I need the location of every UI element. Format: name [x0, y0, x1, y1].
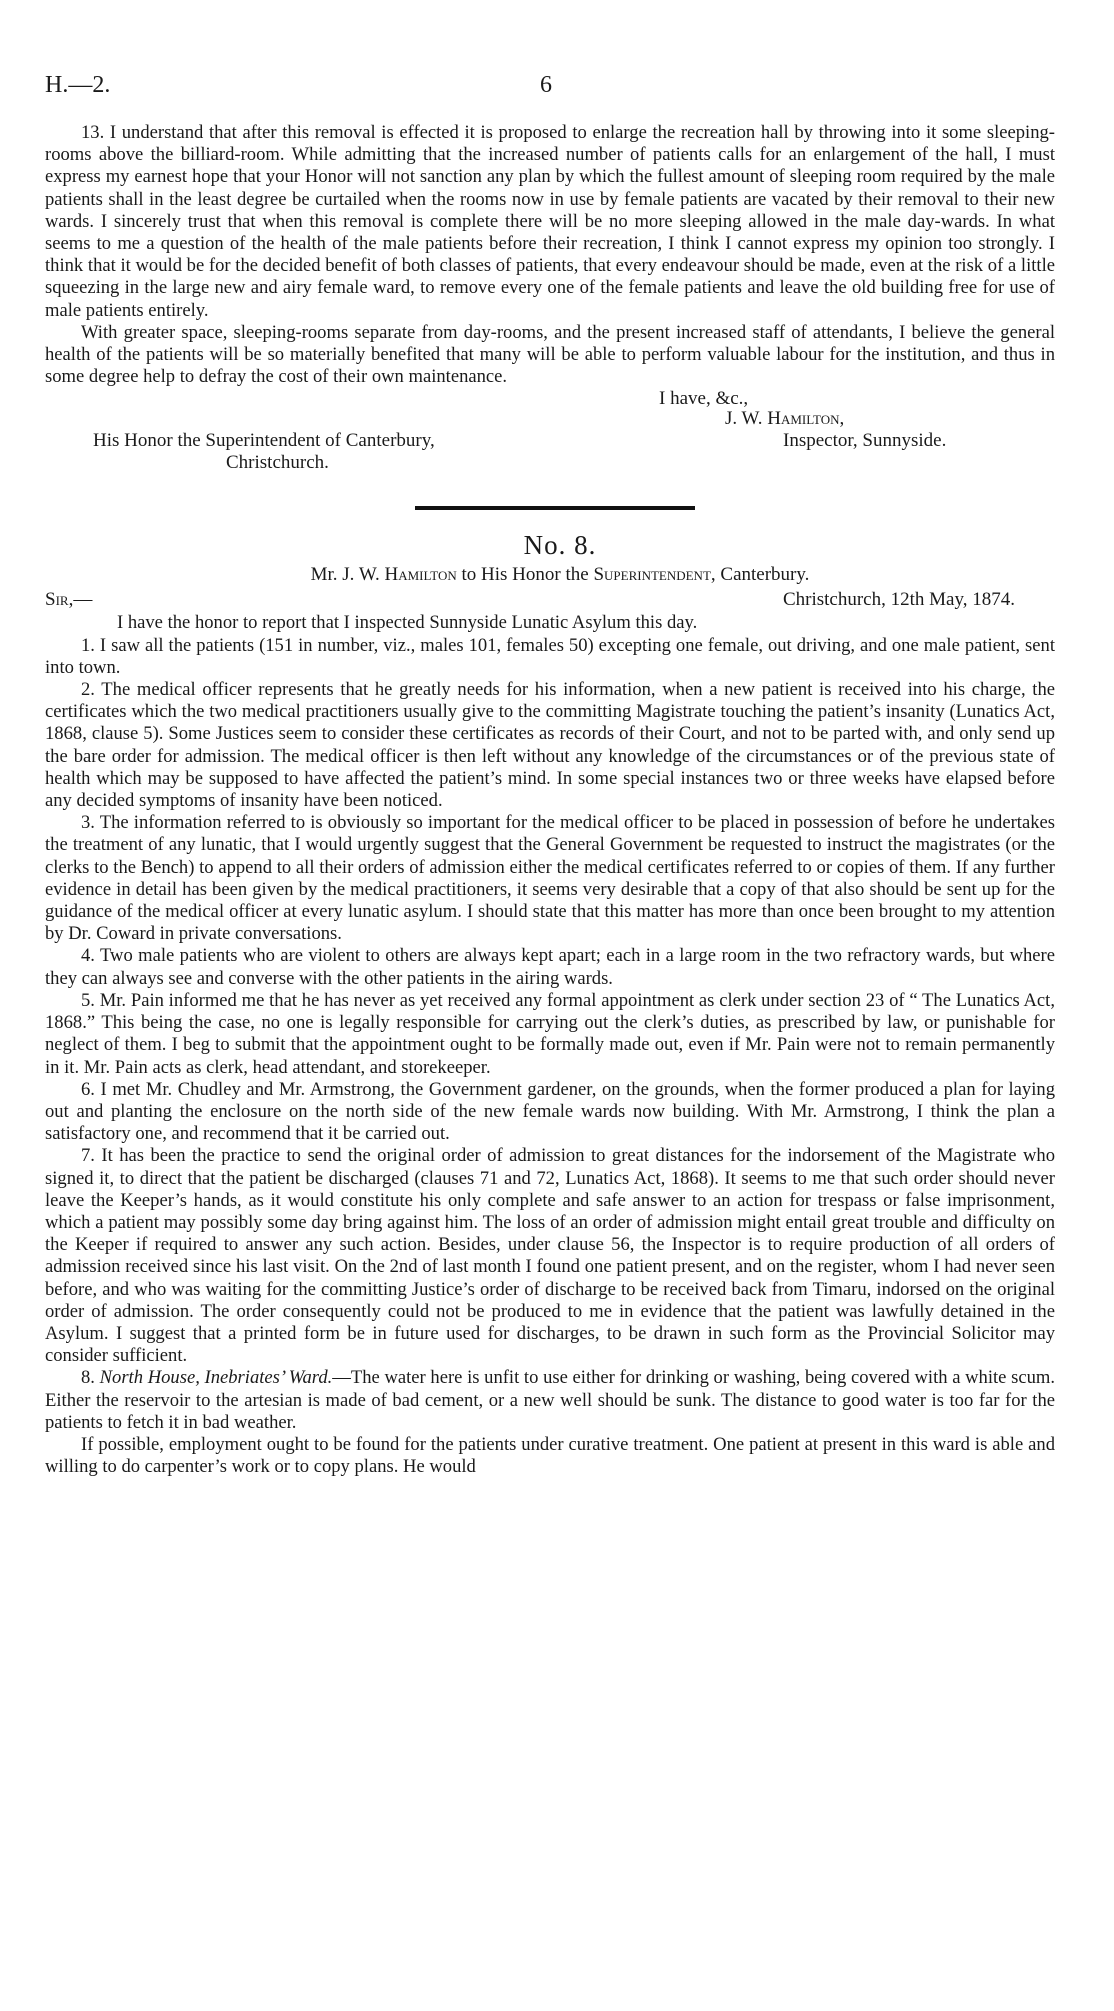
paragraph-6: 6. I met Mr. Chudley and Mr. Armstrong, the Government gardener, on the grounds, when the former produced a plan for laying out and planting the enclosure on the north side of the new female wards now building. With Mr. Armstrong, I think the plan a satisfactory one, and recommend that it be carried out. — [45, 1078, 1055, 1145]
paragraph-8-number: 8. — [81, 1367, 100, 1389]
dateline: Christchurch, 12th May, 1874. — [782, 589, 1015, 611]
caption-mid: to His Honor the — [456, 564, 594, 586]
addressee-line-1: His Honor the Superintendent of Canterbury, — [93, 430, 435, 452]
caption-pre: Mr. J. W. — [310, 564, 385, 586]
paragraphs-part-a — [45, 122, 1055, 388]
paragraph-8-heading: North House, Inebriates’ Ward. — [99, 1367, 333, 1389]
document-page — [45, 70, 1055, 1478]
document-reference: H.—2. — [45, 72, 111, 98]
page-header — [45, 70, 1055, 100]
paragraph-3: 3. The information referred to is obviously so important for the medical officer to be placed in possession of before he undertakes the treatment of any lunatic, that I would urgently suggest that the General Government be requested to instruct the magistrates (or the clerks to the Bench) to append to all their orders of admission either the medical certificates referred to or copies of them. If any further evidence in detail has been given by the medical practitioners, it seems very desirable that a copy of that also should be sent up for the guidance of the medical officer at every lunatic asylum. I should state that this matter has more than once been brought to my attention by Dr. Coward in private conversations. — [45, 812, 1055, 945]
caption-office: Superintendent — [593, 564, 711, 586]
paragraph-7: 7. It has been the practice to send the original order of admission to great distances for the indorsement of the Magistrate who signed it, to direct that the patient be discharged (clauses 71 and 72, Lunatics Act, 1868). It seems to me that such order should never leave the Keeper’s hands, as it would constitute his only complete and safe answer to an action for trespass or false imprisonment, which a patient may possibly some day bring against him. The loss of an order of admission might entail great trouble and difficulty on the Keeper if required to answer any such action. Besides, under clause 56, the Inspector is to require production of all orders of admission received since his last visit. On the 2nd of last month I found one patient present, and on the register, whom I had never seen before, and who was waiting for the committing Justice’s order of discharge to be received back from Timaru, indorsed on the original order of admission. The order consequently could not be produced to me in evidence that the patient was lawfully detained in the Asylum. I suggest that a printed form be in future used for discharges, to be drawn in such form as the Provincial Solicitor may consider sufficient. — [45, 1145, 1055, 1367]
paragraph-8-text: —The water here is unfit to use either for drinking or washing, being covered with a white scum. Either the reservoir to the artesian is made of bad cement, or a new well should be sunk. The distance to good water is too far for the patients to fetch it in bad weather. — [45, 1367, 1056, 1433]
signer-title: Inspector, Sunnyside. — [783, 430, 947, 452]
paragraph-1: 1. I saw all the patients (151 in number, viz., males 101, females 50) excepting one female, out driving, and one male patient, sent into town. — [45, 634, 1055, 678]
page-number: 6 — [540, 72, 552, 98]
letter-number: No. 8. — [523, 530, 597, 561]
paragraphs-part-b — [45, 635, 1055, 1479]
paragraph-2: 2. The medical officer represents that he greatly needs for his information, when a new patient is received into his charge, the certificates which the two medical practitioners usually give to the committing Magistrate touching the patient’s insanity (Lunatics Act, 1868, clause 5). Some Justices seem to consider these certificates as records of their Court, and not to be parted with, and only send up the bare order for admission. The medical officer is then left without any knowledge of the circumstances or of the previous state of health which may be supposed to have affected the patient’s mind. In some special instances two or three weeks have elapsed before any decided symptoms of insanity have been noticed. — [45, 679, 1055, 812]
caption-name: Hamilton — [384, 564, 457, 586]
paragraph-4: 4. Two male patients who are violent to others are always kept apart; each in a large room in the two refractory wards, but where they can always see and converse with the other patients in the airing wards. — [45, 945, 1055, 989]
paragraph-5: 5. Mr. Pain informed me that he has never as yet received any formal appointment as clerk under section 23 of “ The Lunatics Act, 1868.” This being the case, no one is legally responsible for carrying out the clerk’s duties, as prescribed by law, or punishable for neglect of them. I beg to submit that the appointment ought to be formally made out, even if Mr. Pain were not to remain permanently in it. Mr. Pain acts as clerk, head attendant, and storekeeper. — [45, 989, 1055, 1078]
addressee-line-2: Christchurch. — [226, 452, 329, 474]
section-divider — [415, 506, 695, 510]
signer-name: J. W. Hamilton, — [725, 408, 845, 430]
paragraph-space: With greater space, sleeping-rooms separate from day-rooms, and the present increased staff of attendants, I believe the general health of the patients will be so materially benefited that many will be able to perform valuable labour for the institution, and thus in some degree help to defray the cost of their own maintenance. — [45, 321, 1055, 388]
letter-intro: I have the honor to report that I inspected Sunnyside Lunatic Asylum this day. — [117, 612, 698, 634]
paragraph-final: If possible, employment ought to be found for the patients under curative treatment. One patient at present in this ward is able and willing to do carpenter’s work or to copy plans. He would — [45, 1433, 1055, 1478]
paragraph-13: 13. I understand that after this removal is effected it is proposed to enlarge the recreation hall by throwing into it some sleeping-rooms above the billiard-room. While admitting that the increased number of patients calls for an enlargement of the hall, I must express my earnest hope that your Honor will not sanction any plan by which the fullest amount of sleeping room required by the male patients shall in the least degree be curtailed when the rooms now in use by female patients are vacated by their removal to their new wards. I sincerely trust that when this removal is complete there will be no more sleeping allowed in the male day-wards. In what seems to me a question of the health of the male patients before their recreation, I think I cannot express my opinion too strongly. I think that it would be for the decided benefit of both classes of patients, that every endeavour should be made, even at the risk of a little squeezing in the large new and airy female ward, to remove every one of the female patients and leave the old building free for use of male patients entirely. — [45, 122, 1055, 321]
salutation-row — [45, 588, 1055, 612]
salutation: Sir,— — [45, 589, 93, 611]
closing: I have, &c., — [659, 388, 749, 410]
caption-post: , Canterbury. — [710, 564, 810, 586]
letter-caption — [65, 562, 1055, 588]
paragraph-8 — [45, 1367, 1055, 1434]
signature-block — [45, 388, 1055, 484]
